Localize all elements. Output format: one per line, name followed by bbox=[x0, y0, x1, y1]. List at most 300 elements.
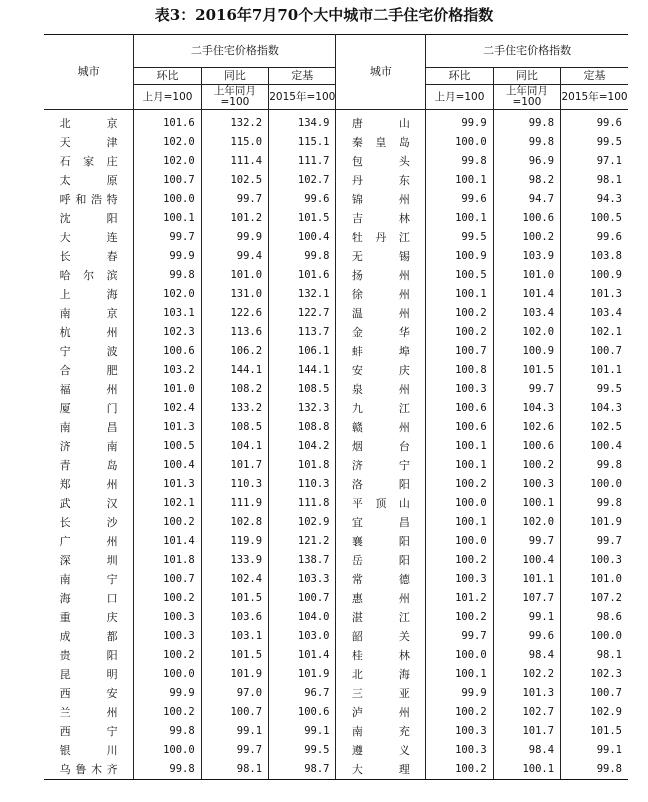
yoy-right-cell: 99.6 bbox=[493, 627, 560, 646]
city-left-cell bbox=[44, 722, 134, 741]
mom-left-cell: 103.2 bbox=[134, 361, 201, 380]
index-group-header-left: 二手住宅价格指数 bbox=[134, 35, 336, 68]
base-right-cell: 107.2 bbox=[561, 589, 628, 608]
city-name: 大 连 bbox=[59, 231, 118, 244]
city-right-cell bbox=[336, 323, 426, 342]
table-row bbox=[44, 513, 628, 532]
yoy-left-cell: 103.6 bbox=[201, 608, 268, 627]
mom-left-cell: 100.7 bbox=[134, 570, 201, 589]
base-right-cell: 100.3 bbox=[561, 551, 628, 570]
table-row bbox=[44, 551, 628, 570]
city-name: 北 京 bbox=[59, 117, 118, 130]
city-left-cell bbox=[44, 532, 134, 551]
city-left-cell bbox=[44, 551, 134, 570]
city-right-cell bbox=[336, 722, 426, 741]
base-right-cell: 101.1 bbox=[561, 361, 628, 380]
city-right-cell bbox=[336, 703, 426, 722]
yoy-left-cell: 104.1 bbox=[201, 437, 268, 456]
city-name: 常 德 bbox=[351, 573, 410, 586]
base-left-cell: 96.7 bbox=[269, 684, 336, 703]
city-name: 乌鲁木齐 bbox=[59, 763, 118, 776]
base-left-cell: 103.3 bbox=[269, 570, 336, 589]
yoy-left-cell: 110.3 bbox=[201, 475, 268, 494]
table-row bbox=[44, 171, 628, 190]
city-right-cell bbox=[336, 190, 426, 209]
city-right-cell bbox=[336, 361, 426, 380]
base-left-cell: 102.7 bbox=[269, 171, 336, 190]
mom-left-cell: 103.1 bbox=[134, 304, 201, 323]
table-row bbox=[44, 266, 628, 285]
mom-right-cell: 100.3 bbox=[426, 741, 493, 760]
base-left-cell: 122.7 bbox=[269, 304, 336, 323]
base-right-cell: 102.9 bbox=[561, 703, 628, 722]
yoy-right-cell: 107.7 bbox=[493, 589, 560, 608]
city-right-cell bbox=[336, 513, 426, 532]
mom-left-cell: 100.2 bbox=[134, 703, 201, 722]
table-row bbox=[44, 323, 628, 342]
city-name: 襄 阳 bbox=[351, 535, 410, 548]
base-base-note-right: 2015年=100 bbox=[561, 85, 628, 110]
base-right-cell: 103.4 bbox=[561, 304, 628, 323]
yoy-left-cell: 132.2 bbox=[201, 110, 268, 134]
city-right-cell bbox=[336, 665, 426, 684]
mom-left-cell: 100.1 bbox=[134, 209, 201, 228]
yoy-left-cell: 108.2 bbox=[201, 380, 268, 399]
city-name: 赣 州 bbox=[351, 421, 410, 434]
mom-right-cell: 100.1 bbox=[426, 285, 493, 304]
base-right-cell: 98.1 bbox=[561, 171, 628, 190]
yoy-left-cell: 144.1 bbox=[201, 361, 268, 380]
mom-right-cell: 100.1 bbox=[426, 513, 493, 532]
city-right-cell bbox=[336, 456, 426, 475]
mom-right-cell: 100.1 bbox=[426, 456, 493, 475]
base-left-cell: 144.1 bbox=[269, 361, 336, 380]
mom-left-cell: 102.0 bbox=[134, 152, 201, 171]
yoy-right-cell: 101.1 bbox=[493, 570, 560, 589]
city-name: 石家庄 bbox=[59, 155, 118, 168]
city-right-cell bbox=[336, 228, 426, 247]
base-right-cell: 97.1 bbox=[561, 152, 628, 171]
city-name: 哈尔滨 bbox=[59, 269, 118, 282]
city-name: 上 海 bbox=[59, 288, 118, 301]
city-name: 大 理 bbox=[351, 763, 410, 776]
base-left-cell: 111.8 bbox=[269, 494, 336, 513]
mom-left-cell: 102.1 bbox=[134, 494, 201, 513]
base-right-cell: 100.7 bbox=[561, 342, 628, 361]
city-right-cell bbox=[336, 646, 426, 665]
city-name: 长 春 bbox=[59, 250, 118, 263]
city-name: 福 州 bbox=[59, 383, 118, 396]
city-right-cell bbox=[336, 418, 426, 437]
city-left-cell bbox=[44, 133, 134, 152]
mom-left-cell: 102.3 bbox=[134, 323, 201, 342]
mom-right-cell: 100.2 bbox=[426, 551, 493, 570]
mom-left-cell: 100.3 bbox=[134, 627, 201, 646]
yoy-left-cell: 131.0 bbox=[201, 285, 268, 304]
city-name: 济 宁 bbox=[351, 459, 410, 472]
yoy-left-cell: 101.5 bbox=[201, 589, 268, 608]
base-right-cell: 101.0 bbox=[561, 570, 628, 589]
yoy-left-cell: 99.7 bbox=[201, 741, 268, 760]
city-left-cell bbox=[44, 703, 134, 722]
city-name: 西 宁 bbox=[59, 725, 118, 738]
base-right-cell: 101.5 bbox=[561, 722, 628, 741]
table-row bbox=[44, 608, 628, 627]
base-right-cell: 99.1 bbox=[561, 741, 628, 760]
city-name: 岳 阳 bbox=[351, 554, 410, 567]
table-row bbox=[44, 532, 628, 551]
mom-right-cell: 100.1 bbox=[426, 665, 493, 684]
city-name: 扬 州 bbox=[351, 269, 410, 282]
mom-left-cell: 100.0 bbox=[134, 190, 201, 209]
mom-right-cell: 100.0 bbox=[426, 133, 493, 152]
city-name: 西 安 bbox=[59, 687, 118, 700]
city-name: 长 沙 bbox=[59, 516, 118, 529]
mom-right-cell: 100.7 bbox=[426, 342, 493, 361]
base-left-cell: 110.3 bbox=[269, 475, 336, 494]
base-right-cell: 103.8 bbox=[561, 247, 628, 266]
mom-right-cell: 100.3 bbox=[426, 380, 493, 399]
base-base-note-left: 2015年=100 bbox=[269, 85, 336, 110]
city-name: 包 头 bbox=[351, 155, 410, 168]
table-row bbox=[44, 684, 628, 703]
city-name: 南 昌 bbox=[59, 421, 118, 434]
base-left-cell: 121.2 bbox=[269, 532, 336, 551]
mom-right-cell: 99.9 bbox=[426, 110, 493, 134]
mom-left-cell: 100.0 bbox=[134, 741, 201, 760]
city-left-cell bbox=[44, 684, 134, 703]
city-left-cell bbox=[44, 110, 134, 134]
table-row bbox=[44, 760, 628, 780]
yoy-left-cell: 133.9 bbox=[201, 551, 268, 570]
table-row bbox=[44, 722, 628, 741]
yoy-left-cell: 99.4 bbox=[201, 247, 268, 266]
base-left-cell: 101.8 bbox=[269, 456, 336, 475]
yoy-right-cell: 101.4 bbox=[493, 285, 560, 304]
base-right-cell: 100.4 bbox=[561, 437, 628, 456]
yoy-base-note-right: 上年同月=100 bbox=[493, 85, 560, 110]
table-row bbox=[44, 703, 628, 722]
base-left-cell: 99.8 bbox=[269, 247, 336, 266]
yoy-header-right: 同比 bbox=[493, 68, 560, 85]
mom-left-cell: 100.4 bbox=[134, 456, 201, 475]
city-left-cell bbox=[44, 190, 134, 209]
mom-right-cell: 100.1 bbox=[426, 437, 493, 456]
mom-right-cell: 100.2 bbox=[426, 475, 493, 494]
city-name: 秦皇岛 bbox=[351, 136, 410, 149]
base-left-cell: 102.9 bbox=[269, 513, 336, 532]
city-name: 杭 州 bbox=[59, 326, 118, 339]
mom-right-cell: 100.1 bbox=[426, 209, 493, 228]
yoy-right-cell: 98.2 bbox=[493, 171, 560, 190]
city-right-cell bbox=[336, 342, 426, 361]
city-right-cell bbox=[336, 475, 426, 494]
city-name: 惠 州 bbox=[351, 592, 410, 605]
yoy-left-cell: 100.7 bbox=[201, 703, 268, 722]
table-row bbox=[44, 570, 628, 589]
yoy-right-cell: 103.9 bbox=[493, 247, 560, 266]
mom-right-cell: 100.2 bbox=[426, 760, 493, 780]
city-name: 南 宁 bbox=[59, 573, 118, 586]
table-header bbox=[44, 35, 628, 110]
yoy-right-cell: 101.5 bbox=[493, 361, 560, 380]
yoy-left-cell: 101.0 bbox=[201, 266, 268, 285]
base-left-cell: 108.5 bbox=[269, 380, 336, 399]
city-name: 桂 林 bbox=[351, 649, 410, 662]
city-name: 金 华 bbox=[351, 326, 410, 339]
city-name: 遵 义 bbox=[351, 744, 410, 757]
base-left-cell: 108.8 bbox=[269, 418, 336, 437]
yoy-right-cell: 102.6 bbox=[493, 418, 560, 437]
city-left-cell bbox=[44, 513, 134, 532]
city-left-cell bbox=[44, 266, 134, 285]
yoy-left-cell: 111.9 bbox=[201, 494, 268, 513]
yoy-right-cell: 98.4 bbox=[493, 646, 560, 665]
table-row bbox=[44, 152, 628, 171]
mom-right-cell: 100.2 bbox=[426, 304, 493, 323]
city-right-cell bbox=[336, 627, 426, 646]
city-name: 济 南 bbox=[59, 440, 118, 453]
base-right-cell: 94.3 bbox=[561, 190, 628, 209]
city-left-cell bbox=[44, 456, 134, 475]
city-column-header-right: 城市 bbox=[336, 35, 426, 110]
city-name: 泸 州 bbox=[351, 706, 410, 719]
mom-left-cell: 100.2 bbox=[134, 513, 201, 532]
city-right-cell bbox=[336, 380, 426, 399]
city-left-cell bbox=[44, 342, 134, 361]
base-left-cell: 100.7 bbox=[269, 589, 336, 608]
mom-right-cell: 100.2 bbox=[426, 323, 493, 342]
table-row bbox=[44, 456, 628, 475]
city-left-cell bbox=[44, 418, 134, 437]
yoy-right-cell: 96.9 bbox=[493, 152, 560, 171]
city-left-cell bbox=[44, 570, 134, 589]
mom-left-cell: 99.7 bbox=[134, 228, 201, 247]
yoy-right-cell: 100.1 bbox=[493, 494, 560, 513]
mom-base-note-right: 上月=100 bbox=[426, 85, 493, 110]
mom-right-cell: 100.2 bbox=[426, 703, 493, 722]
city-name: 厦 门 bbox=[59, 402, 118, 415]
mom-left-cell: 101.3 bbox=[134, 418, 201, 437]
city-name: 烟 台 bbox=[351, 440, 410, 453]
city-right-cell bbox=[336, 551, 426, 570]
table-row bbox=[44, 190, 628, 209]
city-right-cell bbox=[336, 570, 426, 589]
city-right-cell bbox=[336, 608, 426, 627]
yoy-right-cell: 94.7 bbox=[493, 190, 560, 209]
mom-right-cell: 99.5 bbox=[426, 228, 493, 247]
city-right-cell bbox=[336, 399, 426, 418]
city-left-cell bbox=[44, 608, 134, 627]
mom-right-cell: 99.7 bbox=[426, 627, 493, 646]
table-row bbox=[44, 494, 628, 513]
yoy-left-cell: 99.9 bbox=[201, 228, 268, 247]
base-right-cell: 99.8 bbox=[561, 456, 628, 475]
city-left-cell bbox=[44, 646, 134, 665]
mom-left-cell: 100.3 bbox=[134, 608, 201, 627]
city-name: 宁 波 bbox=[59, 345, 118, 358]
base-right-cell: 102.1 bbox=[561, 323, 628, 342]
city-left-cell bbox=[44, 437, 134, 456]
table-row bbox=[44, 665, 628, 684]
yoy-left-cell: 115.0 bbox=[201, 133, 268, 152]
city-name: 安 庆 bbox=[351, 364, 410, 377]
base-right-cell: 98.6 bbox=[561, 608, 628, 627]
base-left-cell: 104.2 bbox=[269, 437, 336, 456]
mom-right-cell: 100.0 bbox=[426, 532, 493, 551]
city-right-cell bbox=[336, 532, 426, 551]
table-row bbox=[44, 285, 628, 304]
city-name: 南 充 bbox=[351, 725, 410, 738]
city-left-cell bbox=[44, 380, 134, 399]
table-row bbox=[44, 646, 628, 665]
base-right-cell: 99.8 bbox=[561, 494, 628, 513]
base-right-cell: 99.8 bbox=[561, 760, 628, 780]
yoy-right-cell: 102.7 bbox=[493, 703, 560, 722]
mom-left-cell: 99.9 bbox=[134, 684, 201, 703]
base-left-cell: 132.3 bbox=[269, 399, 336, 418]
price-index-table bbox=[44, 34, 628, 780]
table-row bbox=[44, 627, 628, 646]
city-name: 湛 江 bbox=[351, 611, 410, 624]
city-name: 昆 明 bbox=[59, 668, 118, 681]
yoy-left-cell: 102.5 bbox=[201, 171, 268, 190]
city-left-cell bbox=[44, 304, 134, 323]
city-name: 蚌 埠 bbox=[351, 345, 410, 358]
city-left-cell bbox=[44, 228, 134, 247]
base-left-cell: 134.9 bbox=[269, 110, 336, 134]
base-right-cell: 99.5 bbox=[561, 133, 628, 152]
city-name: 吉 林 bbox=[351, 212, 410, 225]
yoy-right-cell: 102.0 bbox=[493, 323, 560, 342]
mom-left-cell: 99.8 bbox=[134, 266, 201, 285]
mom-right-cell: 100.0 bbox=[426, 494, 493, 513]
base-left-cell: 99.6 bbox=[269, 190, 336, 209]
city-name: 银 川 bbox=[59, 744, 118, 757]
city-name: 唐 山 bbox=[351, 117, 410, 130]
base-left-cell: 101.9 bbox=[269, 665, 336, 684]
city-left-cell bbox=[44, 475, 134, 494]
city-left-cell bbox=[44, 247, 134, 266]
mom-right-cell: 100.5 bbox=[426, 266, 493, 285]
yoy-left-cell: 122.6 bbox=[201, 304, 268, 323]
mom-left-cell: 99.8 bbox=[134, 760, 201, 780]
city-left-cell bbox=[44, 399, 134, 418]
city-name: 韶 关 bbox=[351, 630, 410, 643]
mom-right-cell: 100.0 bbox=[426, 646, 493, 665]
yoy-right-cell: 99.8 bbox=[493, 133, 560, 152]
yoy-left-cell: 99.1 bbox=[201, 722, 268, 741]
mom-left-cell: 102.4 bbox=[134, 399, 201, 418]
city-left-cell bbox=[44, 665, 134, 684]
city-name: 成 都 bbox=[59, 630, 118, 643]
table-row bbox=[44, 228, 628, 247]
city-column-header-left: 城市 bbox=[44, 35, 134, 110]
yoy-right-cell: 100.6 bbox=[493, 437, 560, 456]
yoy-right-cell: 103.4 bbox=[493, 304, 560, 323]
base-left-cell: 99.1 bbox=[269, 722, 336, 741]
city-left-cell bbox=[44, 285, 134, 304]
city-name: 郑 州 bbox=[59, 478, 118, 491]
table-row bbox=[44, 342, 628, 361]
mom-left-cell: 100.0 bbox=[134, 665, 201, 684]
city-left-cell bbox=[44, 741, 134, 760]
city-right-cell bbox=[336, 152, 426, 171]
mom-right-cell: 99.8 bbox=[426, 152, 493, 171]
table-row bbox=[44, 475, 628, 494]
city-name: 平顶山 bbox=[351, 497, 410, 510]
base-right-cell: 100.0 bbox=[561, 475, 628, 494]
base-left-cell: 103.0 bbox=[269, 627, 336, 646]
city-right-cell bbox=[336, 494, 426, 513]
yoy-right-cell: 100.2 bbox=[493, 228, 560, 247]
table-row bbox=[44, 110, 628, 134]
yoy-left-cell: 101.9 bbox=[201, 665, 268, 684]
base-left-cell: 106.1 bbox=[269, 342, 336, 361]
yoy-right-cell: 98.4 bbox=[493, 741, 560, 760]
yoy-left-cell: 103.1 bbox=[201, 627, 268, 646]
mom-right-cell: 100.2 bbox=[426, 608, 493, 627]
city-name: 南 京 bbox=[59, 307, 118, 320]
mom-right-cell: 101.2 bbox=[426, 589, 493, 608]
table-row bbox=[44, 209, 628, 228]
mom-left-cell: 100.2 bbox=[134, 589, 201, 608]
table-row bbox=[44, 247, 628, 266]
base-left-cell: 115.1 bbox=[269, 133, 336, 152]
base-left-cell: 98.7 bbox=[269, 760, 336, 780]
city-right-cell bbox=[336, 110, 426, 134]
mom-left-cell: 101.4 bbox=[134, 532, 201, 551]
mom-right-cell: 100.3 bbox=[426, 722, 493, 741]
base-header-right: 定基 bbox=[561, 68, 628, 85]
base-right-cell: 99.6 bbox=[561, 110, 628, 134]
table-row bbox=[44, 361, 628, 380]
base-left-cell: 101.5 bbox=[269, 209, 336, 228]
table-row bbox=[44, 133, 628, 152]
base-right-cell: 101.9 bbox=[561, 513, 628, 532]
city-name: 温 州 bbox=[351, 307, 410, 320]
mom-right-cell: 99.9 bbox=[426, 684, 493, 703]
mom-right-cell: 100.6 bbox=[426, 399, 493, 418]
mom-left-cell: 100.7 bbox=[134, 171, 201, 190]
city-name: 九 江 bbox=[351, 402, 410, 415]
base-left-cell: 132.1 bbox=[269, 285, 336, 304]
city-right-cell bbox=[336, 760, 426, 780]
table-body bbox=[44, 110, 628, 780]
mom-right-cell: 99.6 bbox=[426, 190, 493, 209]
city-left-cell bbox=[44, 494, 134, 513]
mom-left-cell: 101.3 bbox=[134, 475, 201, 494]
yoy-right-cell: 101.0 bbox=[493, 266, 560, 285]
city-right-cell bbox=[336, 437, 426, 456]
yoy-left-cell: 101.2 bbox=[201, 209, 268, 228]
mom-header-left: 环比 bbox=[134, 68, 201, 85]
city-name: 海 口 bbox=[59, 592, 118, 605]
yoy-left-cell: 113.6 bbox=[201, 323, 268, 342]
city-name: 丹 东 bbox=[351, 174, 410, 187]
mom-right-cell: 100.9 bbox=[426, 247, 493, 266]
city-name: 无 锡 bbox=[351, 250, 410, 263]
yoy-left-cell: 101.7 bbox=[201, 456, 268, 475]
base-right-cell: 100.7 bbox=[561, 684, 628, 703]
yoy-right-cell: 99.1 bbox=[493, 608, 560, 627]
yoy-left-cell: 99.7 bbox=[201, 190, 268, 209]
mom-left-cell: 100.2 bbox=[134, 646, 201, 665]
yoy-left-cell: 106.2 bbox=[201, 342, 268, 361]
index-group-header-right: 二手住宅价格指数 bbox=[426, 35, 628, 68]
mom-right-cell: 100.8 bbox=[426, 361, 493, 380]
mom-right-cell: 100.6 bbox=[426, 418, 493, 437]
